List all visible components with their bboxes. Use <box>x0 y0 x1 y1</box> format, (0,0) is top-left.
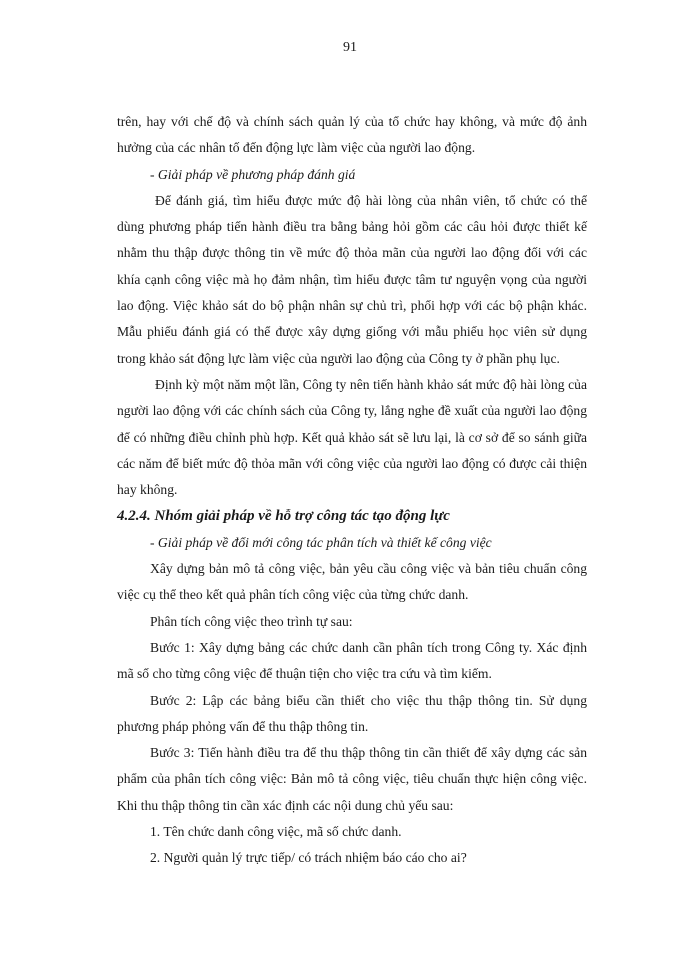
paragraph-job-description: Xây dựng bản mô tả công việc, bản yêu cầu công việc và bản tiêu chuẩn công việc cụ thể theo kết quả phân tích công việc của từng chức danh. <box>117 561 587 603</box>
document-body <box>117 109 587 872</box>
list-item-2: 2. Người quản lý trực tiếp/ có trách nhiệm báo cáo cho ai? <box>150 850 467 866</box>
list-item-1: 1. Tên chức danh công việc, mã số chức danh. <box>150 824 402 840</box>
section-heading-4-2-4: 4.2.4. Nhóm giải pháp về hỗ trợ công tác tạo động lực <box>117 508 450 525</box>
paragraph-step-2: Bước 2: Lập các bảng biểu cần thiết cho việc thu thập thông tin. Sử dụng phương pháp phỏng vấn để thu thập thông tin. <box>117 692 587 734</box>
paragraph-continuation: trên, hay với chế độ và chính sách quản lý của tổ chức hay không, và mức độ ảnh hưởng của các nhân tố đến động lực làm việc của người lao động. <box>117 114 587 156</box>
page-number: 91 <box>343 40 357 55</box>
paragraph-analysis-order: Phân tích công việc theo trình tự sau: <box>150 613 353 629</box>
paragraph-step-1: Bước 1: Xây dựng bảng các chức danh cần phân tích trong Công ty. Xác định mã số cho từng công việc để thuận tiện cho việc tra cứu và tìm kiếm. <box>117 639 587 682</box>
paragraph-step-3: Bước 3: Tiến hành điều tra để thu thập thông tin cần thiết để xây dựng các sản phẩm của phân tích công việc: Bản mô tả công việc, tiêu chuẩn thực hiện công việc. Khi thu thập thông tin cần xác định các nội dung chủ yếu sau: <box>117 745 587 813</box>
paragraph-annual-survey: Định kỳ một năm một lần, Công ty nên tiến hành khảo sát mức độ hài lòng của người lao động với các chính sách của Công ty, lắng nghe đề xuất của người lao động để có những điều chỉnh phù hợp. Kết quả khảo sát sẽ lưu lại, là cơ sở để so sánh giữa các năm để biết mức độ thỏa mãn với công việc của người lao động có được cải thiện hay không. <box>117 376 587 498</box>
subheading-evaluation-method: - Giải pháp về phương pháp đánh giá <box>150 166 356 182</box>
subheading-job-analysis: - Giải pháp về đổi mới công tác phân tích và thiết kế công việc <box>150 534 492 550</box>
paragraph-evaluation: Để đánh giá, tìm hiểu được mức độ hài lòng của nhân viên, tổ chức có thể dùng phương pháp tiến hành điều tra bằng bảng hỏi gồm các câu hỏi được thiết kế nhằm thu thập được thông tin về mức độ thỏa mãn của người lao động đối với các khía cạnh công việc mà họ đảm nhận, tìm hiểu được tâm tư nguyện vọng của người lao động. Việc khảo sát do bộ phận nhân sự chủ trì, phối hợp với các bộ phận khác. Mẫu phiếu đánh giá có thể được xây dựng giống với mẫu phiếu học viên sử dụng trong khảo sát động lực làm việc của người lao động của Công ty ở phần phụ lục. <box>117 192 587 366</box>
